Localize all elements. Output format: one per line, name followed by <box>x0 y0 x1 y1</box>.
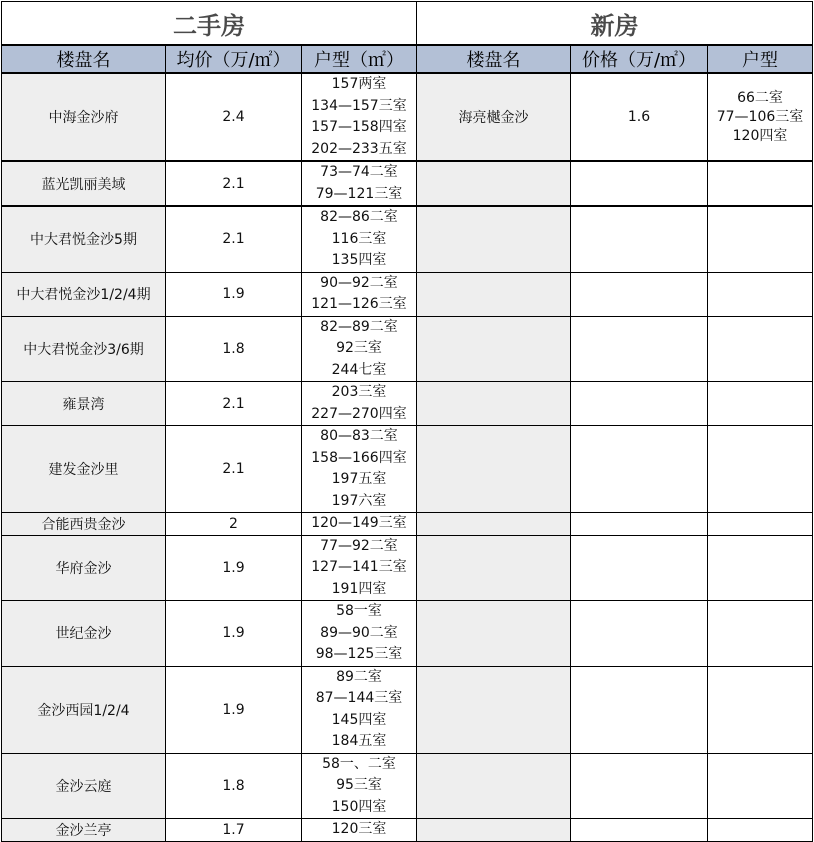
unit-type: 120—149三室 <box>311 515 407 531</box>
unit-type: 80—83二室 <box>320 428 398 444</box>
row-price: 2.1 <box>166 426 302 513</box>
new-empty-cell <box>708 666 813 753</box>
unit-type: 121—126三室 <box>311 296 407 312</box>
unit-type: 98—125三室 <box>315 646 403 662</box>
housing-price-table <box>1 1 813 842</box>
row-types <box>302 601 417 667</box>
row-types <box>302 819 417 842</box>
header-new-type: 户型 <box>708 45 813 73</box>
new-empty-cell <box>571 513 708 536</box>
unit-type: 58一室 <box>336 603 382 619</box>
new-empty-cell <box>708 161 813 206</box>
header-unit-type: 户型（㎡） <box>302 45 417 73</box>
header-avg-price: 均价（万/㎡） <box>166 45 302 73</box>
row-types <box>302 382 417 426</box>
new-empty-cell <box>571 426 708 513</box>
unit-type: 82—86二室 <box>320 209 398 225</box>
unit-type: 157两室 <box>331 76 387 92</box>
header-new-price: 价格（万/㎡） <box>571 45 708 73</box>
new-empty-cell <box>708 601 813 667</box>
new-empty-cell <box>417 272 571 316</box>
unit-type: 150四室 <box>331 798 387 815</box>
row-types <box>302 316 417 382</box>
header-name: 楼盘名 <box>2 45 166 73</box>
row-name: 金沙兰亭 <box>2 819 166 842</box>
unit-type: 89二室 <box>336 668 382 685</box>
section-title-second-hand: 二手房 <box>2 2 417 46</box>
unit-type: 158—166四室 <box>311 449 407 466</box>
unit-type: 157—158四室 <box>311 119 407 135</box>
unit-type: 203三室 <box>331 384 387 400</box>
row-name: 世纪金沙 <box>2 601 166 667</box>
row-price: 2.1 <box>166 161 302 206</box>
new-row-price: 1.6 <box>571 73 708 161</box>
table-row <box>2 666 813 753</box>
new-empty-cell <box>571 753 708 819</box>
row-name: 金沙云庭 <box>2 753 166 819</box>
row-price: 1.9 <box>166 272 302 316</box>
unit-type: 89—90二室 <box>320 624 398 641</box>
row-price: 2.4 <box>166 73 302 161</box>
new-empty-cell <box>417 426 571 513</box>
new-unit-type: 120四室 <box>732 127 788 144</box>
header-new-name: 楼盘名 <box>417 45 571 73</box>
new-empty-cell <box>708 513 813 536</box>
new-row-types <box>708 73 813 161</box>
new-empty-cell <box>571 316 708 382</box>
row-name: 建发金沙里 <box>2 426 166 513</box>
new-empty-cell <box>708 753 813 819</box>
row-types <box>302 206 417 272</box>
row-name: 中大君悦金沙3/6期 <box>2 316 166 382</box>
table-row <box>2 601 813 667</box>
unit-type: 127—141三室 <box>311 559 407 575</box>
new-empty-cell <box>571 535 708 601</box>
unit-type: 82—89二室 <box>320 318 398 335</box>
new-empty-cell <box>708 535 813 601</box>
new-empty-cell <box>708 426 813 513</box>
row-types <box>302 513 417 536</box>
new-empty-cell <box>708 819 813 842</box>
row-name: 合能西贵金沙 <box>2 513 166 536</box>
row-price: 1.8 <box>166 316 302 382</box>
new-empty-cell <box>571 272 708 316</box>
unit-type: 73—74二室 <box>320 164 398 180</box>
row-price: 1.7 <box>166 819 302 842</box>
unit-type: 197五室 <box>331 471 387 487</box>
new-empty-cell <box>417 161 571 206</box>
row-price: 1.9 <box>166 666 302 753</box>
row-types <box>302 73 417 161</box>
table-row <box>2 382 813 426</box>
new-empty-cell <box>571 161 708 206</box>
table-row <box>2 753 813 819</box>
row-price: 1.9 <box>166 535 302 601</box>
new-empty-cell <box>417 601 571 667</box>
new-unit-type: 77—106三室 <box>716 108 804 125</box>
unit-type: 197六室 <box>331 492 387 509</box>
section-title-new: 新房 <box>417 2 813 46</box>
unit-type: 184五室 <box>331 733 387 749</box>
unit-type: 202—233五室 <box>311 140 407 157</box>
new-empty-cell <box>708 316 813 382</box>
row-price: 2 <box>166 513 302 536</box>
unit-type: 135四室 <box>331 252 387 268</box>
new-empty-cell <box>708 206 813 272</box>
unit-type: 77—92二室 <box>320 537 398 554</box>
unit-type: 92三室 <box>336 340 382 356</box>
new-empty-cell <box>417 535 571 601</box>
unit-type: 95三室 <box>336 777 382 793</box>
new-empty-cell <box>571 666 708 753</box>
new-empty-cell <box>708 272 813 316</box>
table-row <box>2 426 813 513</box>
unit-type: 87—144三室 <box>315 690 403 706</box>
table-row <box>2 819 813 842</box>
row-price: 1.9 <box>166 601 302 667</box>
row-name: 蓝光凯丽美域 <box>2 161 166 206</box>
new-empty-cell <box>708 382 813 426</box>
row-types <box>302 535 417 601</box>
new-row-name: 海亮樾金沙 <box>417 73 571 161</box>
new-empty-cell <box>417 382 571 426</box>
row-name: 中大君悦金沙5期 <box>2 206 166 272</box>
row-name: 中大君悦金沙1/2/4期 <box>2 272 166 316</box>
new-empty-cell <box>417 206 571 272</box>
row-types <box>302 272 417 316</box>
unit-type: 58一、二室 <box>322 755 396 772</box>
table-row <box>2 161 813 206</box>
new-empty-cell <box>417 819 571 842</box>
new-empty-cell <box>417 753 571 819</box>
table-row <box>2 316 813 382</box>
new-empty-cell <box>417 513 571 536</box>
unit-type: 120三室 <box>331 821 387 837</box>
row-types <box>302 426 417 513</box>
new-empty-cell <box>571 382 708 426</box>
table-row <box>2 73 813 161</box>
row-name: 金沙西园1/2/4 <box>2 666 166 753</box>
table-row <box>2 206 813 272</box>
unit-type: 116三室 <box>331 230 387 247</box>
row-types <box>302 753 417 819</box>
unit-type: 191四室 <box>331 580 387 597</box>
new-empty-cell <box>417 666 571 753</box>
table-row <box>2 513 813 536</box>
unit-type: 244七室 <box>331 361 387 378</box>
new-empty-cell <box>571 819 708 842</box>
row-name: 雍景湾 <box>2 382 166 426</box>
unit-type: 90—92二室 <box>320 274 398 291</box>
row-name: 中海金沙府 <box>2 73 166 161</box>
row-price: 2.1 <box>166 206 302 272</box>
row-price: 2.1 <box>166 382 302 426</box>
new-unit-type: 66二室 <box>737 89 783 106</box>
row-types <box>302 666 417 753</box>
new-empty-cell <box>571 601 708 667</box>
unit-type: 134—157三室 <box>311 97 407 114</box>
new-empty-cell <box>571 206 708 272</box>
unit-type: 145四室 <box>331 711 387 728</box>
unit-type: 227—270四室 <box>311 405 407 422</box>
row-name: 华府金沙 <box>2 535 166 601</box>
row-types <box>302 161 417 206</box>
new-empty-cell <box>417 316 571 382</box>
table-row <box>2 272 813 316</box>
row-price: 1.8 <box>166 753 302 819</box>
table-row <box>2 535 813 601</box>
unit-type: 79—121三室 <box>315 185 403 202</box>
